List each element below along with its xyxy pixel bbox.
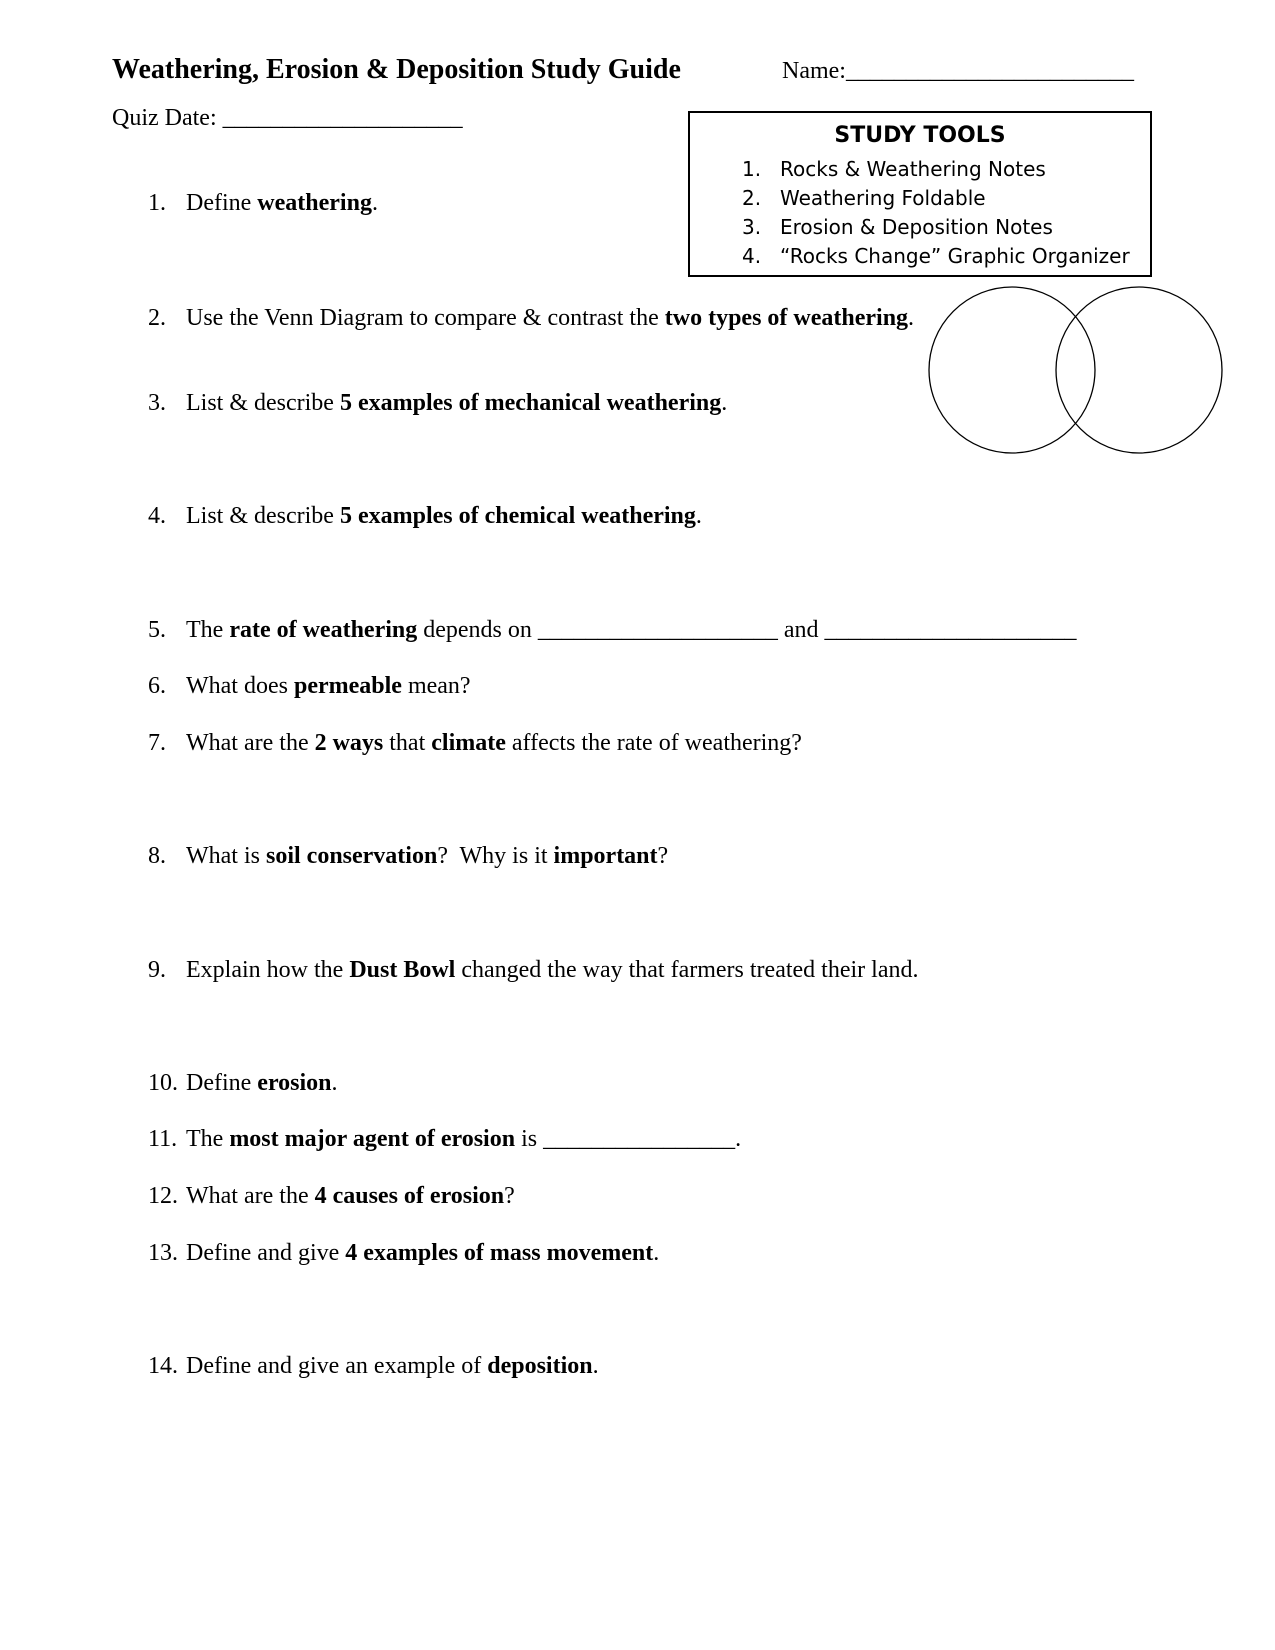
question-number: 8. [148,843,166,869]
venn-circle-left [929,287,1095,453]
question-number: 10. [148,1070,178,1096]
key-term: 4 causes of erosion [314,1183,505,1209]
question-number: 9. [148,957,166,983]
key-term: weathering [257,190,372,216]
key-term: rate of weathering [229,617,418,643]
question-13: 13. Define and give 4 examples of mass movement. [148,1240,660,1266]
key-term: climate [431,730,506,756]
name-field [782,58,1134,85]
question-6: 6. What does permeable mean? [148,673,471,699]
quiz-date-label: Quiz Date: [112,105,217,131]
key-term: two types of weathering [664,305,909,331]
study-tool-item [742,242,1130,271]
venn-circle-right [1056,287,1222,453]
question-5: 5. The rate of weathering depends on ____________________ and _____________________ [148,617,1077,643]
key-term: soil conservation [265,843,438,869]
study-tool-text: Erosion & Deposition Notes [780,215,1053,239]
question-number: 2. [148,305,166,331]
key-term: Dust Bowl [349,957,456,983]
key-term: 2 ways [314,730,384,756]
question-2: 2. Use the Venn Diagram to compare & contrast the two types of weathering. [148,305,915,331]
question-number: 14. [148,1353,178,1379]
key-term: deposition [487,1353,593,1379]
key-term: important [553,843,658,869]
question-7: 7. What are the 2 ways that climate affects the rate of weathering? [148,730,802,756]
name-label: Name: [782,58,846,84]
study-tool-number: 3. [742,215,762,239]
study-tool-number: 4. [742,244,762,268]
question-14: 14. Define and give an example of deposition. [148,1353,599,1379]
key-term: erosion [257,1070,332,1096]
study-tool-item [742,184,1130,213]
study-tool-item [742,155,1130,184]
study-tool-text: “Rocks Change” Graphic Organizer [780,244,1130,268]
key-term: 5 examples of chemical weathering [339,503,696,529]
question-number: 7. [148,730,166,756]
key-term: permeable [293,673,402,699]
question-number: 4. [148,503,166,529]
study-tool-text: Weathering Foldable [780,186,986,210]
name-blank: ________________________ [845,58,1134,84]
question-4: 4. List & describe 5 examples of chemical weathering. [148,503,702,529]
study-tool-item [742,213,1130,242]
key-term: most major agent of erosion [229,1126,516,1152]
question-9: 9. Explain how the Dust Bowl changed the way that farmers treated their land. [148,957,919,983]
question-3: 3. List & describe 5 examples of mechanical weathering. [148,390,728,416]
question-number: 3. [148,390,166,416]
study-tool-number: 2. [742,186,762,210]
key-term: 4 examples of mass movement [345,1240,654,1266]
question-number: 5. [148,617,166,643]
question-1: 1. Define weathering. [148,190,378,216]
question-12: 12. What are the 4 causes of erosion? [148,1183,515,1209]
key-term: 5 examples of mechanical weathering [339,390,722,416]
study-tools-list [742,155,1130,271]
study-tools-box [688,111,1152,277]
question-10: 10. Define erosion. [148,1070,338,1096]
question-8: 8. What is soil conservation? Why is it important? [148,843,669,869]
question-number: 12. [148,1183,178,1209]
question-number: 6. [148,673,166,699]
question-number: 11. [148,1126,178,1152]
page-title: Weathering, Erosion & Deposition Study Guide [112,54,681,85]
study-tools-title: STUDY TOOLS [834,123,1006,148]
question-number: 13. [148,1240,178,1266]
study-tool-text: Rocks & Weathering Notes [780,157,1046,181]
study-tool-number: 1. [742,157,762,181]
quiz-date-blank: ____________________ [222,105,463,131]
venn-diagram [928,285,1228,461]
question-number: 1. [148,190,166,216]
quiz-date-field [112,105,463,132]
question-11: 11. The most major agent of erosion is ________________. [148,1126,742,1152]
